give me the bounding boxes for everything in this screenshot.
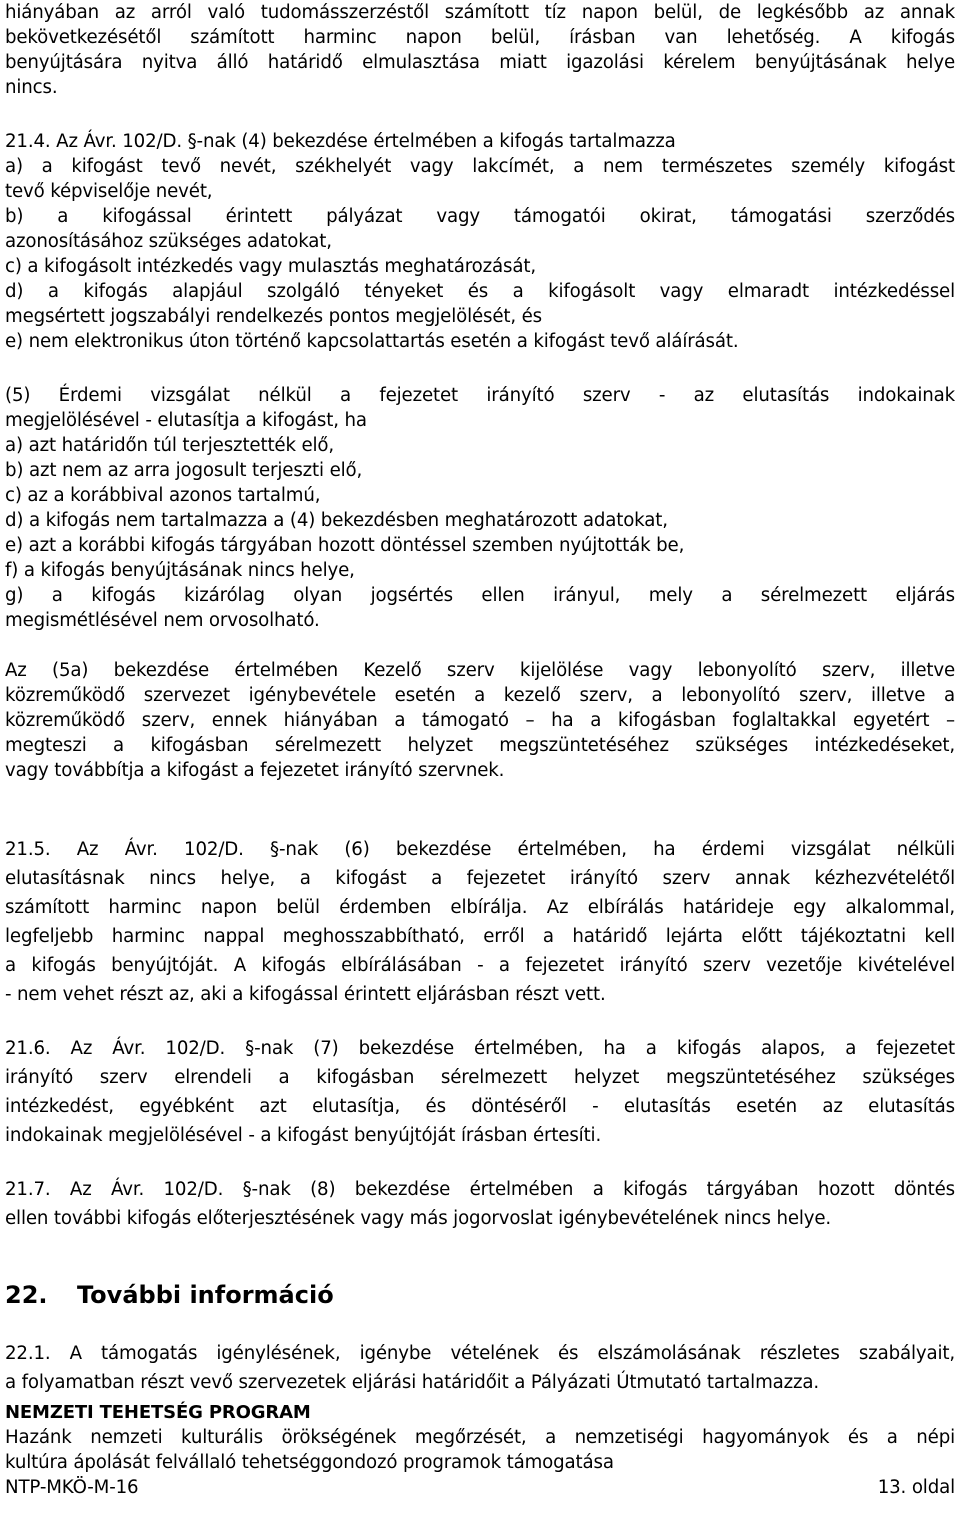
footer-line: kultúra ápolását felvállaló tehetséggondozó programok támogatása (5, 1452, 614, 1473)
text-line: intézkedést, egyébként azt elutasítja, és döntéséről - elutasítás esetén az elutasítás (5, 1096, 955, 1117)
text-line: 21.5. Az Ávr. 102/D. §-nak (6) bekezdése értelmében, ha érdemi vizsgálat nélküli (5, 839, 955, 860)
text-line: - nem vehet részt az, aki a kifogással érintett eljárásban részt vett. (5, 984, 606, 1005)
text-line: a) a kifogást tevő nevét, székhelyét vagy lakcímét, a nem természetes személy kifogást (5, 156, 955, 177)
text-line: bekövetkezésétől számított harminc napon belül, írásban van lehetőség. A kifogás (5, 27, 955, 48)
text-line: a) azt határidőn túl terjesztették elő, (5, 435, 335, 456)
text-line: d) a kifogás alapjául szolgáló tényeket és a kifogásolt vagy elmaradt intézkedéssel (5, 281, 955, 302)
doc-code: NTP-MKÖ-M-16 (5, 1477, 139, 1498)
text-line: d) a kifogás nem tartalmazza a (4) bekezdésben meghatározott adatokat, (5, 510, 668, 531)
text-line: hiányában az arról való tudomásszerzéstől számított tíz napon belül, de legkésőbb az annak (5, 2, 955, 23)
page-footer (5, 1401, 955, 1500)
paragraph-22-1 (5, 1339, 955, 1397)
footer-program-title: NEMZETI TEHETSÉG PROGRAM (5, 1402, 311, 1423)
text-line: b) azt nem az arra jogosult terjeszti elő, (5, 460, 363, 481)
text-line: közreműködő szerv, ennek hiányában a támogató – ha a kifogásban foglaltakkal egyetért – (5, 710, 955, 731)
text-line: g) a kifogás kizárólag olyan jogsértés ellen irányul, mely a sérelmezett eljárás (5, 585, 955, 606)
text-line: 22.1. A támogatás igénylésének, igénybe vételének és elszámolásának részletes szabályait, (5, 1343, 955, 1364)
text-line: elutasításnak nincs helye, a kifogást a fejezetet irányító szerv annak kézhezvételétől (5, 868, 955, 889)
text-line: f) a kifogás benyújtásának nincs helye, (5, 560, 355, 581)
text-line: benyújtására nyitva álló határidő elmulasztása miatt igazolási kérelem benyújtásának helye (5, 52, 955, 73)
text-line: a kifogás benyújtóját. A kifogás elbírálásában - a fejezetet irányító szerv vezetője kivételével (5, 955, 955, 976)
text-line: a folyamatban részt vevő szervezetek eljárási határidőit a Pályázati Útmutató tartalmazza. (5, 1372, 820, 1393)
text-line: számított harminc napon belül érdemben elbírálja. Az elbírálás határideje egy alkalommal, (5, 897, 955, 918)
text-line: 21.4. Az Ávr. 102/D. §-nak (4) bekezdése értelmében a kifogás tartalmazza (5, 131, 676, 152)
text-line: ellen további kifogás előterjesztésének vagy más jogorvoslat igénybevételének nincs helye. (5, 1208, 832, 1229)
paragraph-21-4 (5, 129, 955, 354)
paragraph-21-5 (5, 835, 955, 1009)
text-line: irányító szerv elrendeli a kifogásban sérelmezett helyzet megszüntetéséhez szükséges (5, 1067, 955, 1088)
text-line: 21.7. Az Ávr. 102/D. §-nak (8) bekezdése értelmében a kifogás tárgyában hozott döntés (5, 1179, 955, 1200)
text-line: legfeljebb harminc nappal meghosszabbítható, erről a határidő lejárta előtt tájékoztatni kell (5, 926, 955, 947)
section-number: 22. (5, 1281, 48, 1309)
text-line: megjelölésével - elutasítja a kifogást, ha (5, 410, 367, 431)
text-line: megsértett jogszabályi rendelkezés pontos megjelölését, és (5, 306, 542, 327)
text-line: e) azt a korábbi kifogás tárgyában hozott döntéssel szemben nyújtották be, (5, 535, 685, 556)
page-number: 13. oldal (877, 1477, 955, 1498)
paragraph-21-6 (5, 1034, 955, 1150)
text-line: (5) Érdemi vizsgálat nélkül a fejezetet irányító szerv - az elutasítás indokainak (5, 385, 955, 406)
paragraph-21-7 (5, 1175, 955, 1233)
text-line: e) nem elektronikus úton történő kapcsolattartás esetén a kifogást tevő aláírását. (5, 331, 739, 352)
text-line: c) az a korábbival azonos tartalmú, (5, 485, 321, 506)
text-line: vagy továbbítja a kifogást a fejezetet irányító szervnek. (5, 760, 505, 781)
paragraph-5-rejection (5, 383, 955, 633)
text-line: tevő képviselője nevét, (5, 181, 213, 202)
text-line: megteszi a kifogásban sérelmezett helyzet megszüntetéséhez szükséges intézkedéseket, (5, 735, 955, 756)
section-title: További információ (77, 1281, 334, 1309)
text-line: indokainak megjelölésével - a kifogást benyújtóját írásban értesíti. (5, 1125, 602, 1146)
document-page (5, 0, 955, 1500)
text-line: megismétlésével nem orvosolható. (5, 610, 320, 631)
footer-bottom-row (5, 1475, 955, 1500)
footer-line: Hazánk nemzeti kulturális örökségének megőrzését, a nemzetiségi hagyományok és a népi (5, 1427, 955, 1448)
paragraph-5a (5, 658, 955, 783)
text-line: Az (5a) bekezdése értelmében Kezelő szerv kijelölése vagy lebonyolító szerv, illetve (5, 660, 955, 681)
text-line: nincs. (5, 77, 58, 98)
text-line: b) a kifogással érintett pályázat vagy támogatói okirat, támogatási szerződés (5, 206, 955, 227)
text-line: azonosításához szükséges adatokat, (5, 231, 332, 252)
text-line: közreműködő szervezet igénybevétele esetén a kezelő szerv, a lebonyolító szerv, illetve a (5, 685, 955, 706)
section-heading (5, 1279, 955, 1311)
text-line: c) a kifogásolt intézkedés vagy mulasztás meghatározását, (5, 256, 536, 277)
text-line: 21.6. Az Ávr. 102/D. §-nak (7) bekezdése értelmében, ha a kifogás alapos, a fejezetet (5, 1038, 955, 1059)
paragraph-deadline (5, 0, 955, 100)
